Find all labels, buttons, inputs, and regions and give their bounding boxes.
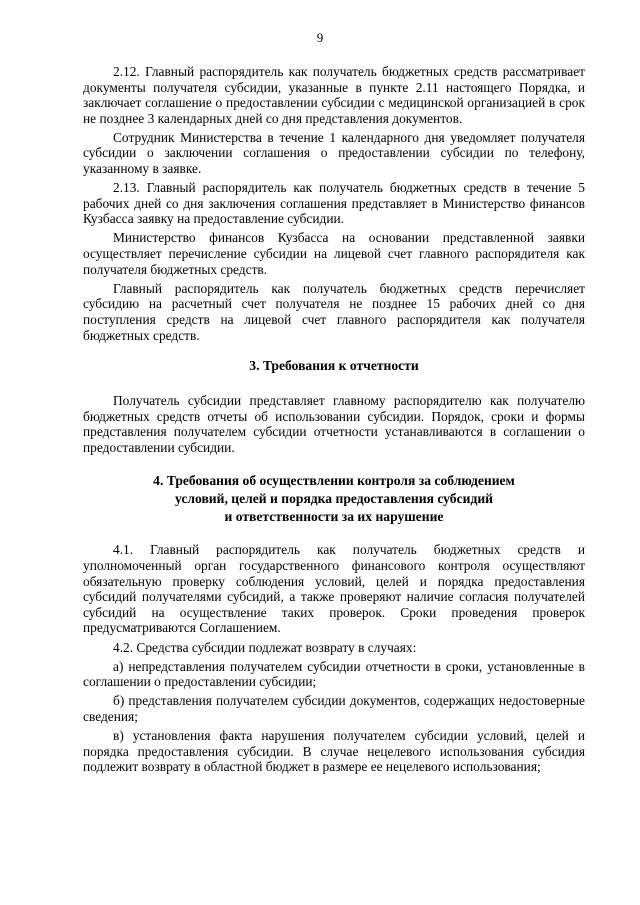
section-4-heading-line-1: 4. Требования об осуществлении контроля за соблюдением (153, 473, 515, 489)
paragraph-2-13: 2.13. Главный распорядитель как получатель бюджетных средств в течение 5 рабочих дней со дня заключения соглашения представляет в Министерство финансов Кузбасса заявку на предоставление субсидии. (83, 180, 585, 227)
section-3-heading: 3. Требования к отчетности (249, 358, 419, 374)
paragraph-transfer: Министерство финансов Кузбасса на основании представленной заявки осуществляет перечисление субсидии на лицевой счет главного распорядителя как получателя бюджетных средств. (83, 230, 585, 277)
list-item-v: в) установления факта нарушения получателем субсидии условий, целей и порядка предоставления субсидии. В случае нецелевого использования субсидия подлежит возврату в областной бюджет в размере ее нецелевого использования; (83, 728, 585, 775)
section-4-heading-line-2: условий, целей и порядка предоставления субсидий (174, 491, 494, 507)
list-item-b: б) представления получателем субсидии документов, содержащих недостоверные сведения; (83, 693, 585, 724)
paragraph-2-12: 2.12. Главный распорядитель как получатель бюджетных средств рассматривает документы получателя субсидии, указанные в пункте 2.11 настоящего Порядка, и заключает соглашение о предоставлении субсидии с медицинской организацией в срок не позднее 3 календарных дней со дня представления документов. (83, 64, 585, 126)
document-body (83, 64, 585, 778)
page-number: 9 (316, 30, 324, 45)
paragraph-4-1: 4.1. Главный распорядитель как получатель бюджетных средств и уполномоченный орган государственного финансового контроля осуществляют обязательную проверку соблюдения условий, целей и порядка предоставления субсидий получателями субсидий, а также проверяют наличие согласия получателей субсидий на осуществление таких проверок. Сроки проведения проверок предусматриваются Соглашением. (83, 542, 585, 636)
paragraph-notification: Сотрудник Министерства в течение 1 календарного дня уведомляет получателя субсидии о заключении соглашения о предоставлении субсидии по телефону, указанному в заявке. (83, 129, 585, 177)
paragraph-payment: Главный распорядитель как получатель бюджетных средств перечисляет субсидию на расчетный счет получателя не позднее 15 рабочих дней со дня поступления средств на лицевой счет главного распорядителя как получателя бюджетных средств. (83, 280, 585, 343)
paragraph-4-2: 4.2. Средства субсидии подлежат возврату в случаях: (113, 639, 417, 655)
list-item-a: а) непредставления получателем субсидии отчетности в сроки, установленные в соглашении о предоставлении субсидии; (83, 658, 585, 690)
paragraph-reporting: Получатель субсидии представляет главному распорядителю как получателю бюджетных средств отчеты об использовании субсидии. Порядок, сроки и формы представления получателем субсидии отчетности устанавливаются в соглашении о предоставлении субсидии. (83, 393, 585, 455)
section-4-heading-line-3: и ответственности за их нарушение (224, 509, 444, 525)
section-4-heading (83, 472, 585, 526)
